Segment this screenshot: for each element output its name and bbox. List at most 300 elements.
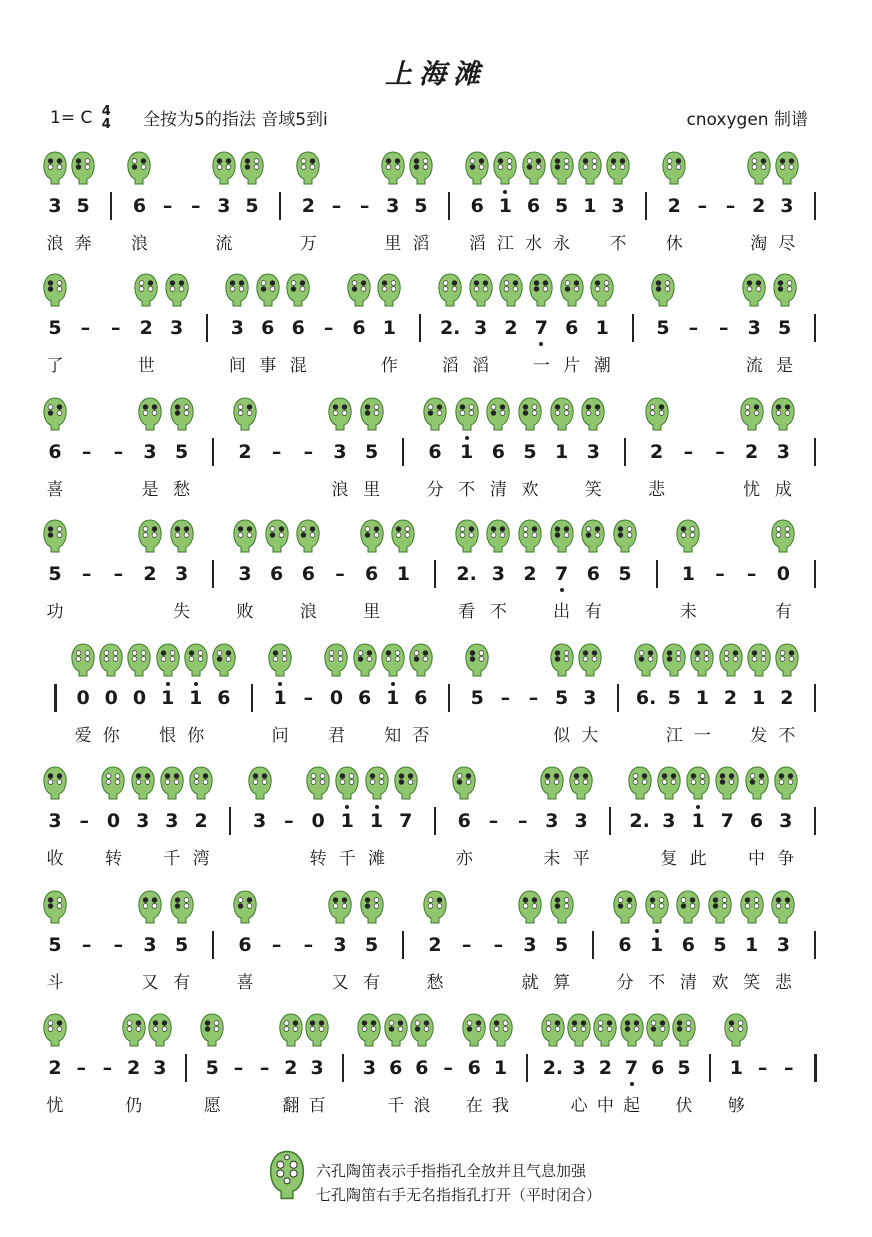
note: 1 bbox=[369, 810, 384, 832]
lyric: 千 bbox=[163, 849, 181, 869]
note: – bbox=[331, 195, 342, 217]
bar-line bbox=[709, 1054, 711, 1082]
note: – bbox=[784, 1057, 794, 1079]
bar-line bbox=[624, 438, 626, 466]
ocarina-fingering-icon bbox=[130, 765, 156, 805]
ocarina-fingering-icon bbox=[422, 889, 448, 929]
lyric: 不 bbox=[489, 602, 507, 622]
note: 5 bbox=[365, 441, 379, 463]
bar-line bbox=[212, 931, 214, 959]
note: 5 bbox=[713, 934, 727, 956]
note: 5 bbox=[245, 195, 259, 217]
note: – bbox=[688, 317, 699, 339]
ocarina-fingering-icon bbox=[746, 642, 772, 682]
ocarina-fingering-icon bbox=[549, 642, 575, 682]
ocarina-fingering-icon bbox=[739, 889, 765, 929]
note: 3 bbox=[310, 1057, 324, 1079]
lyric: 清 bbox=[679, 973, 697, 993]
note: – bbox=[113, 441, 124, 463]
note: 1 bbox=[460, 441, 474, 463]
note: 2 bbox=[504, 317, 518, 339]
ocarina-fingering-icon bbox=[255, 272, 281, 312]
note: 5 bbox=[656, 317, 670, 339]
note: 1 bbox=[695, 687, 710, 709]
note: 3 bbox=[169, 317, 184, 339]
ocarina-fingering-icon bbox=[278, 1012, 304, 1052]
lyric: 看 bbox=[458, 602, 476, 622]
ocarina-fingering-icon bbox=[42, 150, 68, 190]
note: 3 bbox=[779, 810, 793, 832]
bar-line bbox=[814, 438, 816, 466]
lyric: 了 bbox=[46, 356, 64, 376]
ocarina-fingering-icon bbox=[540, 1012, 566, 1052]
note: 6 bbox=[586, 563, 600, 585]
ocarina-fingering-icon bbox=[199, 1012, 225, 1052]
lyric: 君 bbox=[327, 726, 345, 746]
note: – bbox=[111, 317, 121, 339]
ocarina-fingering-icon bbox=[492, 150, 518, 190]
lyric: 斗 bbox=[46, 973, 64, 993]
bar-line bbox=[609, 807, 611, 835]
note: 0 bbox=[311, 810, 325, 832]
note: 5 bbox=[555, 934, 569, 956]
note: 3 bbox=[252, 810, 267, 832]
note: 3 bbox=[217, 195, 231, 217]
lyric: 浪 bbox=[299, 602, 317, 622]
time-top: 4 bbox=[101, 104, 111, 119]
note: 3 bbox=[491, 563, 505, 585]
ocarina-fingering-icon bbox=[675, 889, 701, 929]
note: 3 bbox=[574, 810, 588, 832]
lyric: 江 bbox=[665, 726, 683, 746]
lyric: 转 bbox=[104, 849, 122, 869]
note: 3 bbox=[333, 441, 347, 463]
ocarina-fingering-icon bbox=[605, 150, 631, 190]
ocarina-fingering-icon bbox=[42, 889, 68, 929]
note: 2. bbox=[456, 563, 477, 585]
song-title: 上海滩 bbox=[385, 59, 487, 90]
bar-line bbox=[814, 314, 816, 342]
note: 2 bbox=[723, 687, 738, 709]
note: – bbox=[493, 934, 504, 956]
ocarina-fingering-icon bbox=[685, 765, 711, 805]
lyric: 你 bbox=[102, 726, 120, 746]
ocarina-fingering-icon bbox=[126, 150, 152, 190]
lyric: 欢 bbox=[521, 480, 539, 500]
note: 2 bbox=[598, 1057, 612, 1079]
ocarina-fingering-icon bbox=[42, 518, 68, 558]
ocarina-fingering-icon bbox=[485, 518, 511, 558]
ocarina-fingering-icon bbox=[359, 889, 385, 929]
note: 7 bbox=[555, 563, 569, 585]
lyric: 是 bbox=[141, 480, 159, 500]
bar-line bbox=[279, 192, 281, 220]
ocarina-fingering-icon bbox=[577, 150, 603, 190]
ocarina-fingering-icon bbox=[633, 642, 659, 682]
note: 6 bbox=[467, 1057, 481, 1079]
lyric: 里 bbox=[363, 602, 381, 622]
note-line bbox=[0, 1056, 872, 1086]
lyric-line bbox=[0, 478, 872, 508]
bar-line bbox=[526, 1054, 528, 1082]
note: 5 bbox=[555, 195, 569, 217]
lyric: 在 bbox=[465, 1096, 483, 1116]
note: 1 bbox=[595, 317, 609, 339]
ocarina-fingering-icon bbox=[464, 150, 490, 190]
ocarina-fingering-icon bbox=[539, 765, 565, 805]
ocarina-fingering-icon bbox=[566, 1012, 592, 1052]
note: 5 bbox=[48, 317, 62, 339]
note: 3 bbox=[143, 934, 157, 956]
ocarina-fingering-icon bbox=[239, 150, 265, 190]
note: 5 bbox=[365, 934, 379, 956]
ocarina-fingering-icon bbox=[352, 642, 378, 682]
bar-line bbox=[212, 560, 214, 588]
ocarina-fingering-icon bbox=[592, 1012, 618, 1052]
note: 6 bbox=[428, 441, 442, 463]
note: – bbox=[683, 441, 694, 463]
bar-line bbox=[814, 684, 816, 712]
ocarina-fingering-icon bbox=[589, 272, 615, 312]
note: 5 bbox=[175, 934, 189, 956]
lyric: 恨 bbox=[159, 726, 177, 746]
ocarina-fingering-icon bbox=[645, 1012, 671, 1052]
ocarina-fingering-icon bbox=[305, 765, 331, 805]
note: – bbox=[162, 195, 173, 217]
note: 6 bbox=[389, 1057, 403, 1079]
note: 2 bbox=[667, 195, 681, 217]
note: – bbox=[359, 195, 370, 217]
note: 6 bbox=[301, 563, 315, 585]
bar-line bbox=[645, 192, 647, 220]
note: 7 bbox=[624, 1057, 639, 1079]
note: 3 bbox=[611, 195, 625, 217]
lyric-line bbox=[0, 971, 872, 1001]
ocarina-fingering-icon bbox=[627, 765, 653, 805]
octave-dot bbox=[375, 805, 379, 809]
note: 2. bbox=[629, 810, 650, 832]
note: 3 bbox=[776, 934, 790, 956]
lyric: 是 bbox=[776, 356, 794, 376]
ocarina-fingering-icon bbox=[577, 642, 603, 682]
bar-line bbox=[814, 192, 816, 220]
lyric: 不 bbox=[458, 480, 476, 500]
note: 3 bbox=[175, 563, 189, 585]
note: 6 bbox=[358, 687, 372, 709]
lyric: 不 bbox=[778, 726, 796, 746]
note: 5 bbox=[667, 687, 681, 709]
ocarina-fingering-icon bbox=[169, 889, 195, 929]
note: – bbox=[113, 563, 124, 585]
ocarina-fingering-icon bbox=[671, 1012, 697, 1052]
ocarina-fingering-icon bbox=[714, 765, 740, 805]
note: 6 bbox=[526, 195, 541, 217]
note: 6 bbox=[749, 810, 764, 832]
lyric: 一 bbox=[532, 356, 550, 376]
ocarina-fingering-icon bbox=[488, 1012, 514, 1052]
lyric: 滔 bbox=[472, 356, 490, 376]
lyric: 千 bbox=[338, 849, 356, 869]
note: – bbox=[76, 1057, 86, 1079]
bar-line bbox=[814, 1054, 817, 1082]
lyric: 大 bbox=[581, 726, 599, 746]
note: 0 bbox=[776, 563, 790, 585]
ocarina-fingering-icon bbox=[739, 396, 765, 436]
ocarina-fingering-icon bbox=[98, 642, 124, 682]
lyric: 滩 bbox=[368, 849, 386, 869]
ocarina-fingering-icon bbox=[70, 150, 96, 190]
ocarina-fingering-icon bbox=[137, 518, 163, 558]
note: 6 bbox=[261, 317, 275, 339]
note: 2 bbox=[126, 1057, 141, 1079]
note: 3 bbox=[572, 1057, 586, 1079]
lyric: 够 bbox=[727, 1096, 745, 1116]
octave-dot bbox=[166, 682, 170, 686]
ocarina-fingering-icon bbox=[612, 518, 638, 558]
note: 7 bbox=[720, 810, 734, 832]
note-line bbox=[0, 933, 872, 963]
lyric-line bbox=[0, 847, 872, 877]
note: 6 bbox=[352, 317, 366, 339]
ocarina-fingering-icon bbox=[285, 272, 311, 312]
note: 1 bbox=[555, 441, 569, 463]
note: 3 bbox=[153, 1057, 167, 1079]
note: – bbox=[461, 934, 472, 956]
lyric: 愁 bbox=[173, 480, 191, 500]
octave-dot bbox=[194, 682, 198, 686]
note: 3 bbox=[165, 810, 179, 832]
ocarina-fingering-icon bbox=[408, 642, 434, 682]
lyric: 复 bbox=[660, 849, 678, 869]
note: 1 bbox=[729, 1057, 743, 1079]
ocarina-fingering-icon bbox=[454, 396, 480, 436]
bar-line bbox=[251, 684, 253, 712]
ocarina-fingering-icon bbox=[346, 272, 372, 312]
lyric: 似 bbox=[553, 726, 571, 746]
note: 3 bbox=[136, 810, 150, 832]
ocarina-fingering-icon bbox=[770, 889, 796, 929]
note: – bbox=[81, 934, 92, 956]
note-line bbox=[0, 809, 872, 839]
note: 1 bbox=[583, 195, 597, 217]
note: 5 bbox=[414, 195, 428, 217]
ocarina-fingering-icon bbox=[159, 765, 185, 805]
note: – bbox=[323, 317, 334, 339]
note: 2 bbox=[48, 1057, 62, 1079]
credit: cnoxygen 制谱 bbox=[686, 110, 808, 130]
octave-dot bbox=[391, 682, 395, 686]
ocarina-fingering-icon bbox=[126, 642, 152, 682]
ocarina-fingering-icon bbox=[485, 396, 511, 436]
note: 3 bbox=[333, 934, 347, 956]
note-line bbox=[0, 440, 872, 470]
note: 1 bbox=[752, 687, 766, 709]
lyric: 百 bbox=[308, 1096, 326, 1116]
note: 2 bbox=[194, 810, 208, 832]
ocarina-fingering-icon bbox=[774, 150, 800, 190]
lyric-line bbox=[0, 354, 872, 384]
note: – bbox=[102, 1057, 113, 1079]
ocarina-fingering-icon bbox=[744, 765, 770, 805]
bar-line bbox=[206, 314, 208, 342]
ocarina-fingering-icon bbox=[454, 518, 480, 558]
lyric: 事 bbox=[259, 356, 277, 376]
ocarina-fingering-icon bbox=[267, 642, 293, 682]
note: 6 bbox=[217, 687, 231, 709]
octave-dot bbox=[655, 929, 659, 933]
ocarina-fingering-icon bbox=[169, 396, 195, 436]
bar-line bbox=[185, 1054, 187, 1082]
ocarina-fingering-icon bbox=[359, 396, 385, 436]
note: 3 bbox=[776, 441, 790, 463]
bar-line bbox=[814, 560, 816, 588]
lyric: 潮 bbox=[593, 356, 611, 376]
ocarina-fingering-icon bbox=[155, 642, 181, 682]
lyric: 中 bbox=[748, 849, 766, 869]
note: 6 bbox=[681, 934, 695, 956]
note: 1 bbox=[382, 317, 396, 339]
ocarina-fingering-icon bbox=[517, 889, 543, 929]
note: 6 bbox=[651, 1057, 665, 1079]
ocarina-fingering-icon bbox=[327, 396, 353, 436]
ocarina-fingering-icon bbox=[100, 765, 126, 805]
octave-dot bbox=[465, 436, 469, 440]
note: 3 bbox=[362, 1057, 377, 1079]
ocarina-fingering-icon bbox=[521, 150, 547, 190]
note: – bbox=[303, 934, 314, 956]
note: 5 bbox=[48, 934, 62, 956]
note: 6 bbox=[365, 563, 379, 585]
note: 6 bbox=[270, 563, 284, 585]
note: 3 bbox=[586, 441, 600, 463]
lyric: 分 bbox=[616, 973, 634, 993]
note: 3 bbox=[386, 195, 400, 217]
lyric: 平 bbox=[572, 849, 590, 869]
ocarina-fingering-icon bbox=[718, 642, 744, 682]
note: 3 bbox=[238, 563, 252, 585]
note: 2 bbox=[238, 441, 252, 463]
ocarina-fingering-icon bbox=[770, 396, 796, 436]
note: 2 bbox=[745, 441, 759, 463]
note: 6 bbox=[470, 195, 484, 217]
note: – bbox=[488, 810, 499, 832]
note: 1 bbox=[650, 934, 664, 956]
lyric: 湾 bbox=[192, 849, 210, 869]
note: – bbox=[715, 563, 725, 585]
note: – bbox=[697, 195, 708, 217]
ocarina-fingering-icon bbox=[164, 272, 190, 312]
ocarina-fingering-icon bbox=[741, 272, 767, 312]
ocarina-fingering-icon bbox=[619, 1012, 645, 1052]
ocarina-fingering-icon bbox=[408, 150, 434, 190]
note: – bbox=[500, 687, 511, 709]
ocarina-fingering-icon bbox=[451, 765, 477, 805]
ocarina-fingering-icon bbox=[549, 396, 575, 436]
note: – bbox=[81, 441, 92, 463]
ocarina-fingering-icon bbox=[247, 765, 273, 805]
lyric: 问 bbox=[271, 726, 289, 746]
note: 0 bbox=[329, 687, 344, 709]
note: – bbox=[80, 317, 91, 339]
note: 3 bbox=[143, 441, 157, 463]
lyric: 仍 bbox=[125, 1096, 143, 1116]
lyric: 不 bbox=[648, 973, 666, 993]
bar-line bbox=[814, 807, 816, 835]
key-signature bbox=[50, 105, 111, 131]
legend-line-1: 六孔陶笛表示手指指孔全放并且气息加强 bbox=[316, 1162, 587, 1180]
lyric: 否 bbox=[412, 726, 430, 746]
lyric: 有 bbox=[363, 973, 381, 993]
ocarina-legend-icon bbox=[266, 1150, 308, 1204]
ocarina-fingering-icon bbox=[772, 272, 798, 312]
note: 2 bbox=[139, 317, 153, 339]
time-bottom: 4 bbox=[101, 117, 111, 132]
lyric: 一 bbox=[693, 726, 711, 746]
note: 1 bbox=[340, 810, 354, 832]
lyric: 悲 bbox=[648, 480, 666, 500]
ocarina-fingering-icon bbox=[211, 642, 237, 682]
note: 6 bbox=[565, 317, 579, 339]
note: – bbox=[719, 317, 729, 339]
ocarina-fingering-icon bbox=[580, 518, 606, 558]
note: 1 bbox=[498, 195, 512, 217]
note: 2 bbox=[428, 934, 442, 956]
lyric: 悲 bbox=[774, 973, 792, 993]
note: 6 bbox=[415, 1057, 429, 1079]
bar-line bbox=[592, 931, 594, 959]
note: 2 bbox=[143, 563, 157, 585]
ocarina-fingering-icon bbox=[295, 150, 321, 190]
ocarina-fingering-icon bbox=[774, 642, 800, 682]
lyric: 浪 bbox=[130, 234, 148, 254]
note: 6 bbox=[414, 687, 428, 709]
lyric: 浪 bbox=[331, 480, 349, 500]
note: – bbox=[746, 563, 757, 585]
note: 1 bbox=[681, 563, 695, 585]
note: 1 bbox=[691, 810, 705, 832]
ocarina-fingering-icon bbox=[42, 396, 68, 436]
lyric: 滔 bbox=[468, 234, 486, 254]
ocarina-fingering-icon bbox=[568, 765, 594, 805]
note: 2 bbox=[284, 1057, 298, 1079]
lyric: 出 bbox=[553, 602, 571, 622]
note: – bbox=[303, 441, 314, 463]
ocarina-fingering-icon bbox=[133, 272, 159, 312]
lyric: 作 bbox=[380, 356, 398, 376]
lyric: 滔 bbox=[441, 356, 459, 376]
lyric: 愁 bbox=[426, 973, 444, 993]
ocarina-fingering-icon bbox=[644, 889, 670, 929]
lyric: 就 bbox=[521, 973, 539, 993]
lyric: 尽 bbox=[778, 234, 796, 254]
note: 5 bbox=[618, 563, 632, 585]
ocarina-fingering-icon bbox=[232, 396, 258, 436]
note: 5 bbox=[205, 1057, 219, 1079]
lyric: 万 bbox=[299, 234, 317, 254]
lyric: 收 bbox=[46, 849, 64, 869]
lyric: 间 bbox=[228, 356, 246, 376]
lyric: 水 bbox=[525, 234, 543, 254]
lyric: 翻 bbox=[282, 1096, 300, 1116]
lyric: 喜 bbox=[46, 480, 64, 500]
ocarina-fingering-icon bbox=[422, 396, 448, 436]
lyric: 奔 bbox=[74, 234, 92, 254]
lyric: 有 bbox=[173, 973, 191, 993]
note: 7 bbox=[534, 317, 548, 339]
note: 3 bbox=[230, 317, 244, 339]
note-line bbox=[0, 686, 872, 716]
bar-line bbox=[54, 684, 57, 712]
